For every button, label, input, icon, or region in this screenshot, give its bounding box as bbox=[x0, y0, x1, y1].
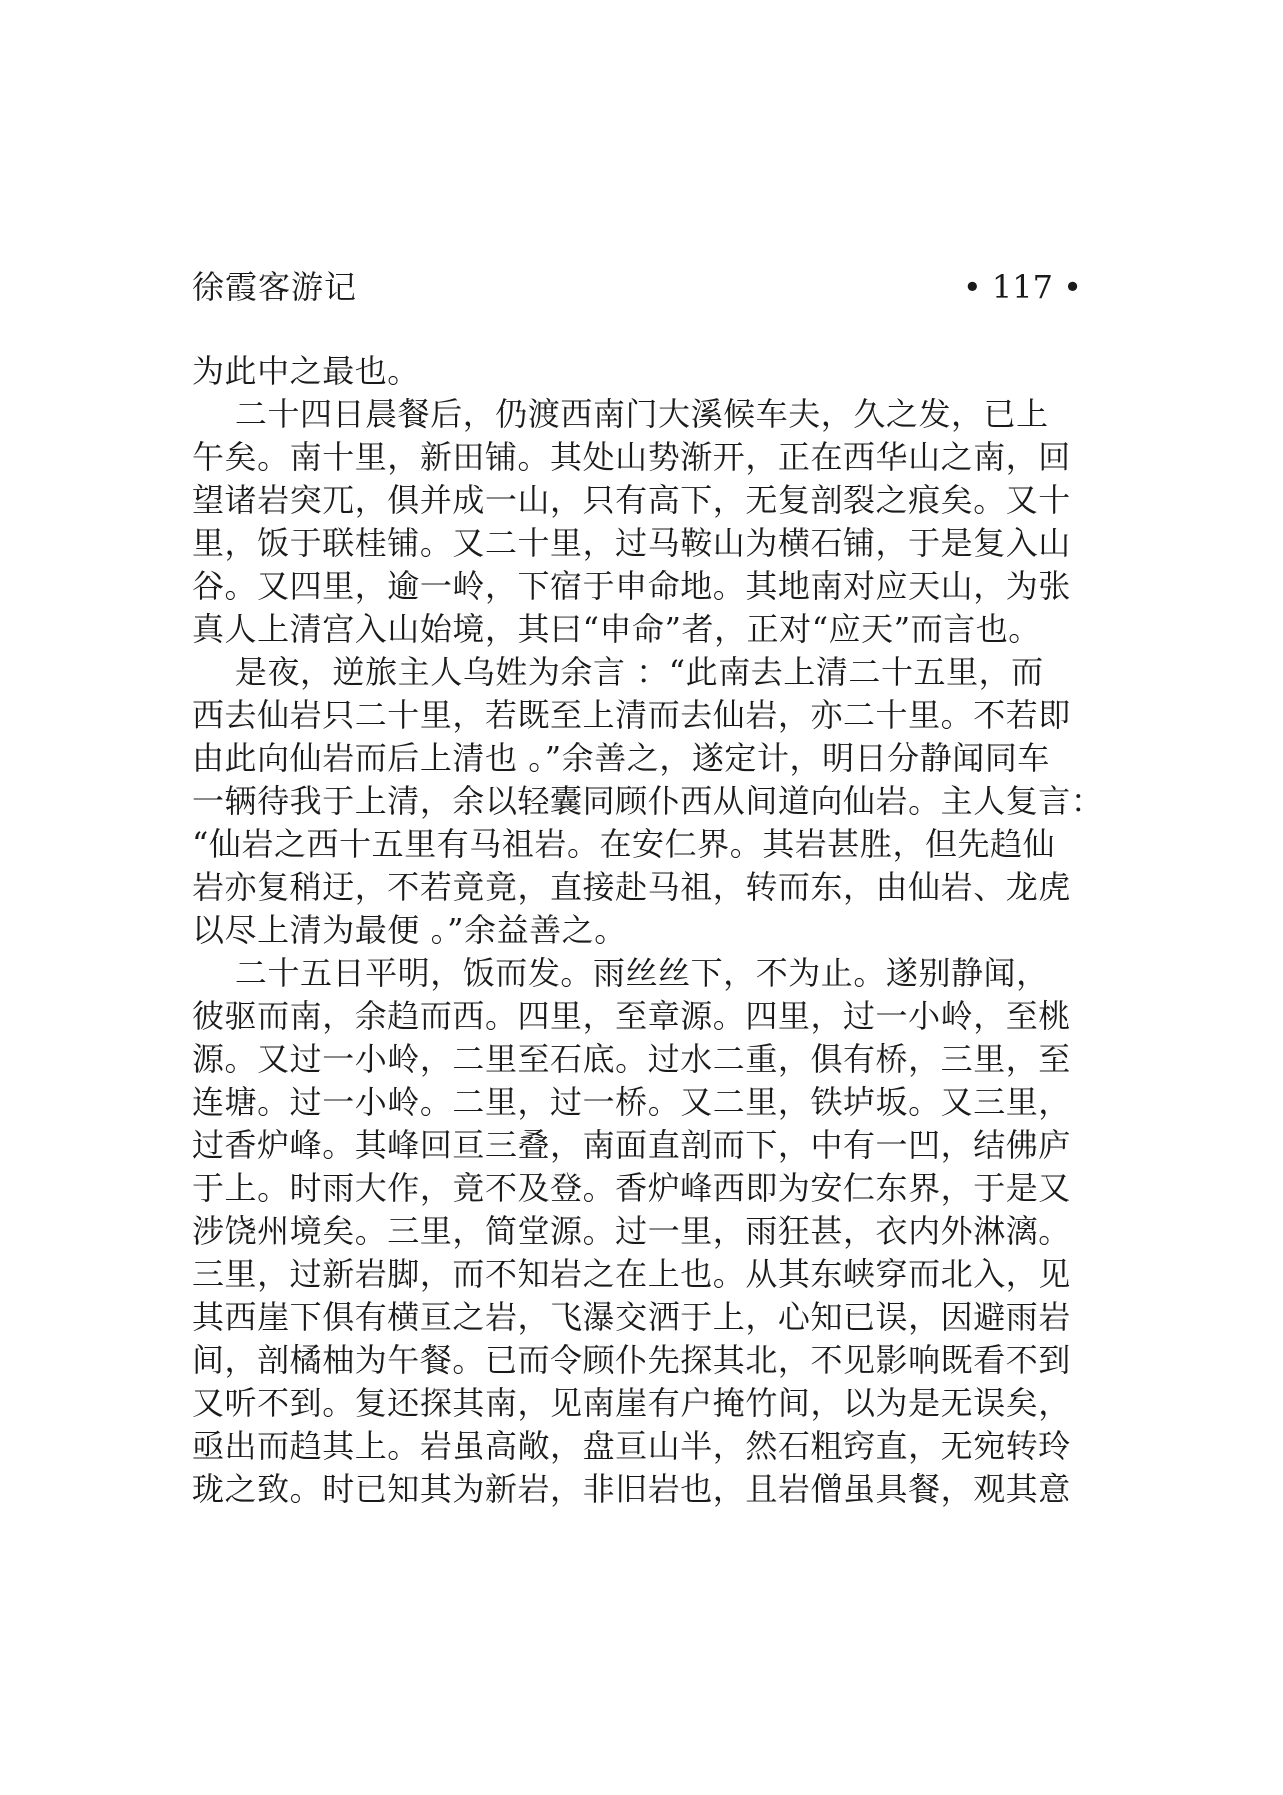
book-title: 徐霞客游记 bbox=[192, 268, 358, 306]
text-line: 二十五日平明，饭而发。雨丝丝下，不为止。遂别静闻， bbox=[192, 954, 1049, 992]
text-line: 涉饶州境矣。三里，简堂源。过一里，雨狂甚，衣内外淋漓。 bbox=[192, 1212, 1071, 1250]
text-line: 望诸岩突兀，俱并成一山，只有高下，无复剖裂之痕矣。又十 bbox=[192, 481, 1071, 519]
text-line: 三里，过新岩脚，而不知岩之在上也。从其东峡穿而北入，见 bbox=[192, 1255, 1071, 1293]
text-line: “仙岩之西十五里有马祖岩。在安仁界。其岩甚胜，但先趋仙 bbox=[192, 825, 1056, 863]
text-line: 连塘。过一小岭。二里，过一桥。又二里，铁垆坂。又三里， bbox=[192, 1083, 1071, 1121]
text-line: 为此中之最也。 bbox=[192, 352, 420, 390]
text-line: 又听不到。复还探其南，见南崖有户掩竹间，以为是无误矣， bbox=[192, 1384, 1071, 1422]
text-line: 亟出而趋其上。岩虽高敞，盘亘山半，然石粗窍直，无宛转玲 bbox=[192, 1427, 1071, 1465]
text-line: 午矣。南十里，新田铺。其处山势渐开，正在西华山之南，回 bbox=[192, 438, 1071, 476]
text-line: 彼驱而南，余趋而西。四里，至章源。四里，过一小岭，至桃 bbox=[192, 997, 1071, 1035]
text-line: 一辆待我于上清，余以轻囊同顾仆西从间道向仙岩。主人复言： bbox=[192, 782, 1104, 820]
text-line: 谷。又四里，逾一岭，下宿于申命地。其地南对应天山，为张 bbox=[192, 567, 1071, 605]
text-line: 岩亦复稍迂，不若竟竟，直接赴马祖，转而东，由仙岩、龙虎 bbox=[192, 868, 1071, 906]
text-line: 过香炉峰。其峰回亘三叠，南面直剖而下，中有一凹，结佛庐 bbox=[192, 1126, 1071, 1164]
text-line: 以尽上清为最便 。”余益善之。 bbox=[192, 911, 627, 949]
text-line: 是夜，逆旅主人乌姓为余言 ：“此南去上清二十五里，而 bbox=[192, 653, 1044, 691]
page-header bbox=[192, 262, 1082, 312]
text-line: 源。又过一小岭，二里至石底。过水二重，俱有桥，三里，至 bbox=[192, 1040, 1071, 1078]
text-line: 西去仙岩只二十里，若既至上清而去仙岩，亦二十里。不若即 bbox=[192, 696, 1071, 734]
text-line: 其西崖下俱有横亘之岩，飞瀑交洒于上，心知已误，因避雨岩 bbox=[192, 1298, 1071, 1336]
page-number: • 117 • bbox=[962, 268, 1082, 306]
text-line: 真人上清宫入山始境，其曰“申命”者，正对“应天”而言也。 bbox=[192, 610, 1041, 648]
body-text bbox=[192, 350, 1102, 1511]
text-line: 里，饭于联桂铺。又二十里，过马鞍山为横石铺，于是复入山 bbox=[192, 524, 1071, 562]
text-line: 间，剖橘柚为午餐。已而令顾仆先探其北，不见影响既看不到 bbox=[192, 1341, 1071, 1379]
text-line: 于上。时雨大作，竟不及登。香炉峰西即为安仁东界，于是又 bbox=[192, 1169, 1071, 1207]
text-line: 珑之致。时已知其为新岩，非旧岩也，且岩僧虽具餐，观其意 bbox=[192, 1470, 1071, 1508]
text-line: 由此向仙岩而后上清也 。”余善之，遂定计，明日分静闻同车 bbox=[192, 739, 1050, 777]
text-line: 二十四日晨餐后，仍渡西南门大溪候车夫，久之发，已上 bbox=[192, 395, 1049, 433]
